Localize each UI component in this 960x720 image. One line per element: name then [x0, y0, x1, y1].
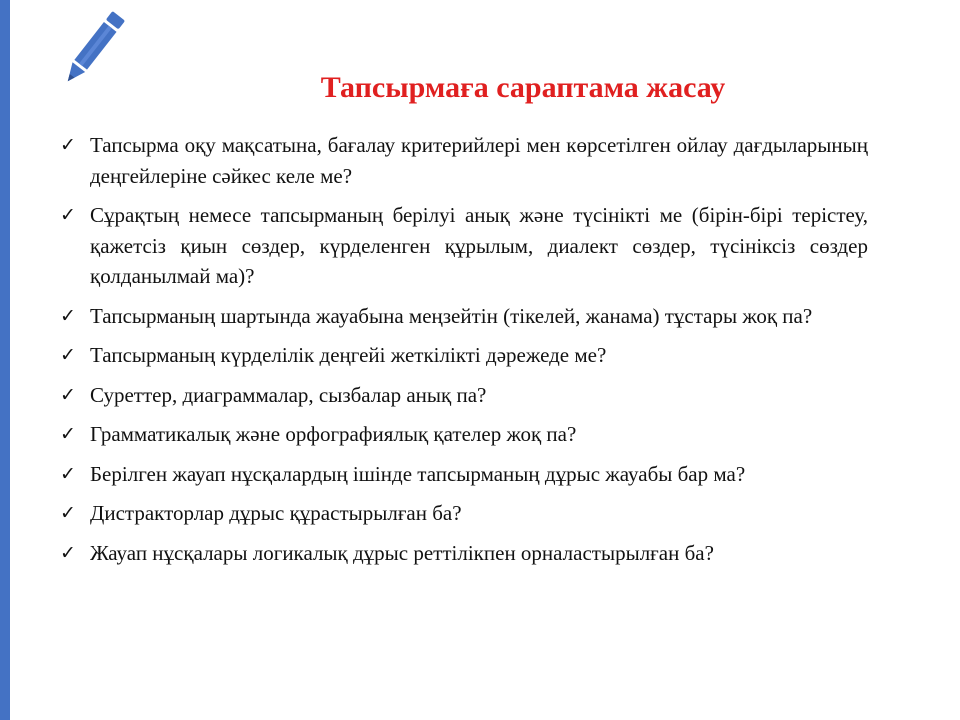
list-item [60, 301, 868, 332]
checkmark-icon: ✓ [60, 423, 76, 445]
list-item [60, 130, 868, 191]
checkmark-icon: ✓ [60, 134, 76, 156]
checkmark-icon: ✓ [60, 541, 76, 564]
list-item-text: Жауап нұсқалары логикалық дұрыс реттілікпен орналастырылған ба? [90, 540, 714, 565]
checkmark-icon: ✓ [60, 344, 76, 366]
list-item [60, 340, 868, 371]
left-accent-bar [0, 0, 10, 720]
list-item-text: Берілген жауап нұсқалардың ішінде тапсырманың дұрыс жауабы бар ма? [90, 461, 746, 486]
page-title: Тапсырмаға сараптама жасау [320, 71, 726, 104]
list-item-text: Тапсырма оқу мақсатына, бағалау критерийлері мен көрсетілген ойлау дағдыларының деңгейлеріне сәйкес келе ме? [90, 133, 868, 188]
list-item [60, 419, 868, 450]
list-item-text: Дистракторлар дұрыс құрастырылған ба? [90, 501, 462, 525]
list-item-text: Грамматикалық және орфографиялық қателер жоқ па? [90, 422, 577, 446]
list-item-text: Тапсырманың күрделілік деңгейі жеткілікті дәрежеде ме? [90, 343, 607, 367]
list-item [60, 498, 868, 529]
checkmark-icon: ✓ [60, 502, 76, 524]
list-item [60, 380, 868, 411]
checkmark-icon: ✓ [60, 462, 76, 485]
list-item [60, 459, 868, 490]
checkmark-icon: ✓ [60, 304, 76, 327]
list-item [60, 538, 868, 569]
checkmark-icon: ✓ [60, 204, 76, 226]
list-item-text: Тапсырманың шартында жауабына меңзейтін (тікелей, жанама) тұстары жоқ па? [90, 303, 813, 328]
checkmark-icon: ✓ [60, 383, 76, 406]
list-item [60, 200, 868, 292]
list-item-text: Суреттер, диаграммалар, сызбалар анық па? [90, 382, 487, 407]
list-item-text: Сұрақтың немесе тапсырманың берілуі анық және түсінікті ме (бірін-бірі терістеу, қажетсіз қиын сөздер, күрделенген құрылым, диалект сөздер, түсініксіз сөздер қолданылмай ма)? [90, 203, 868, 288]
checklist [60, 130, 868, 577]
